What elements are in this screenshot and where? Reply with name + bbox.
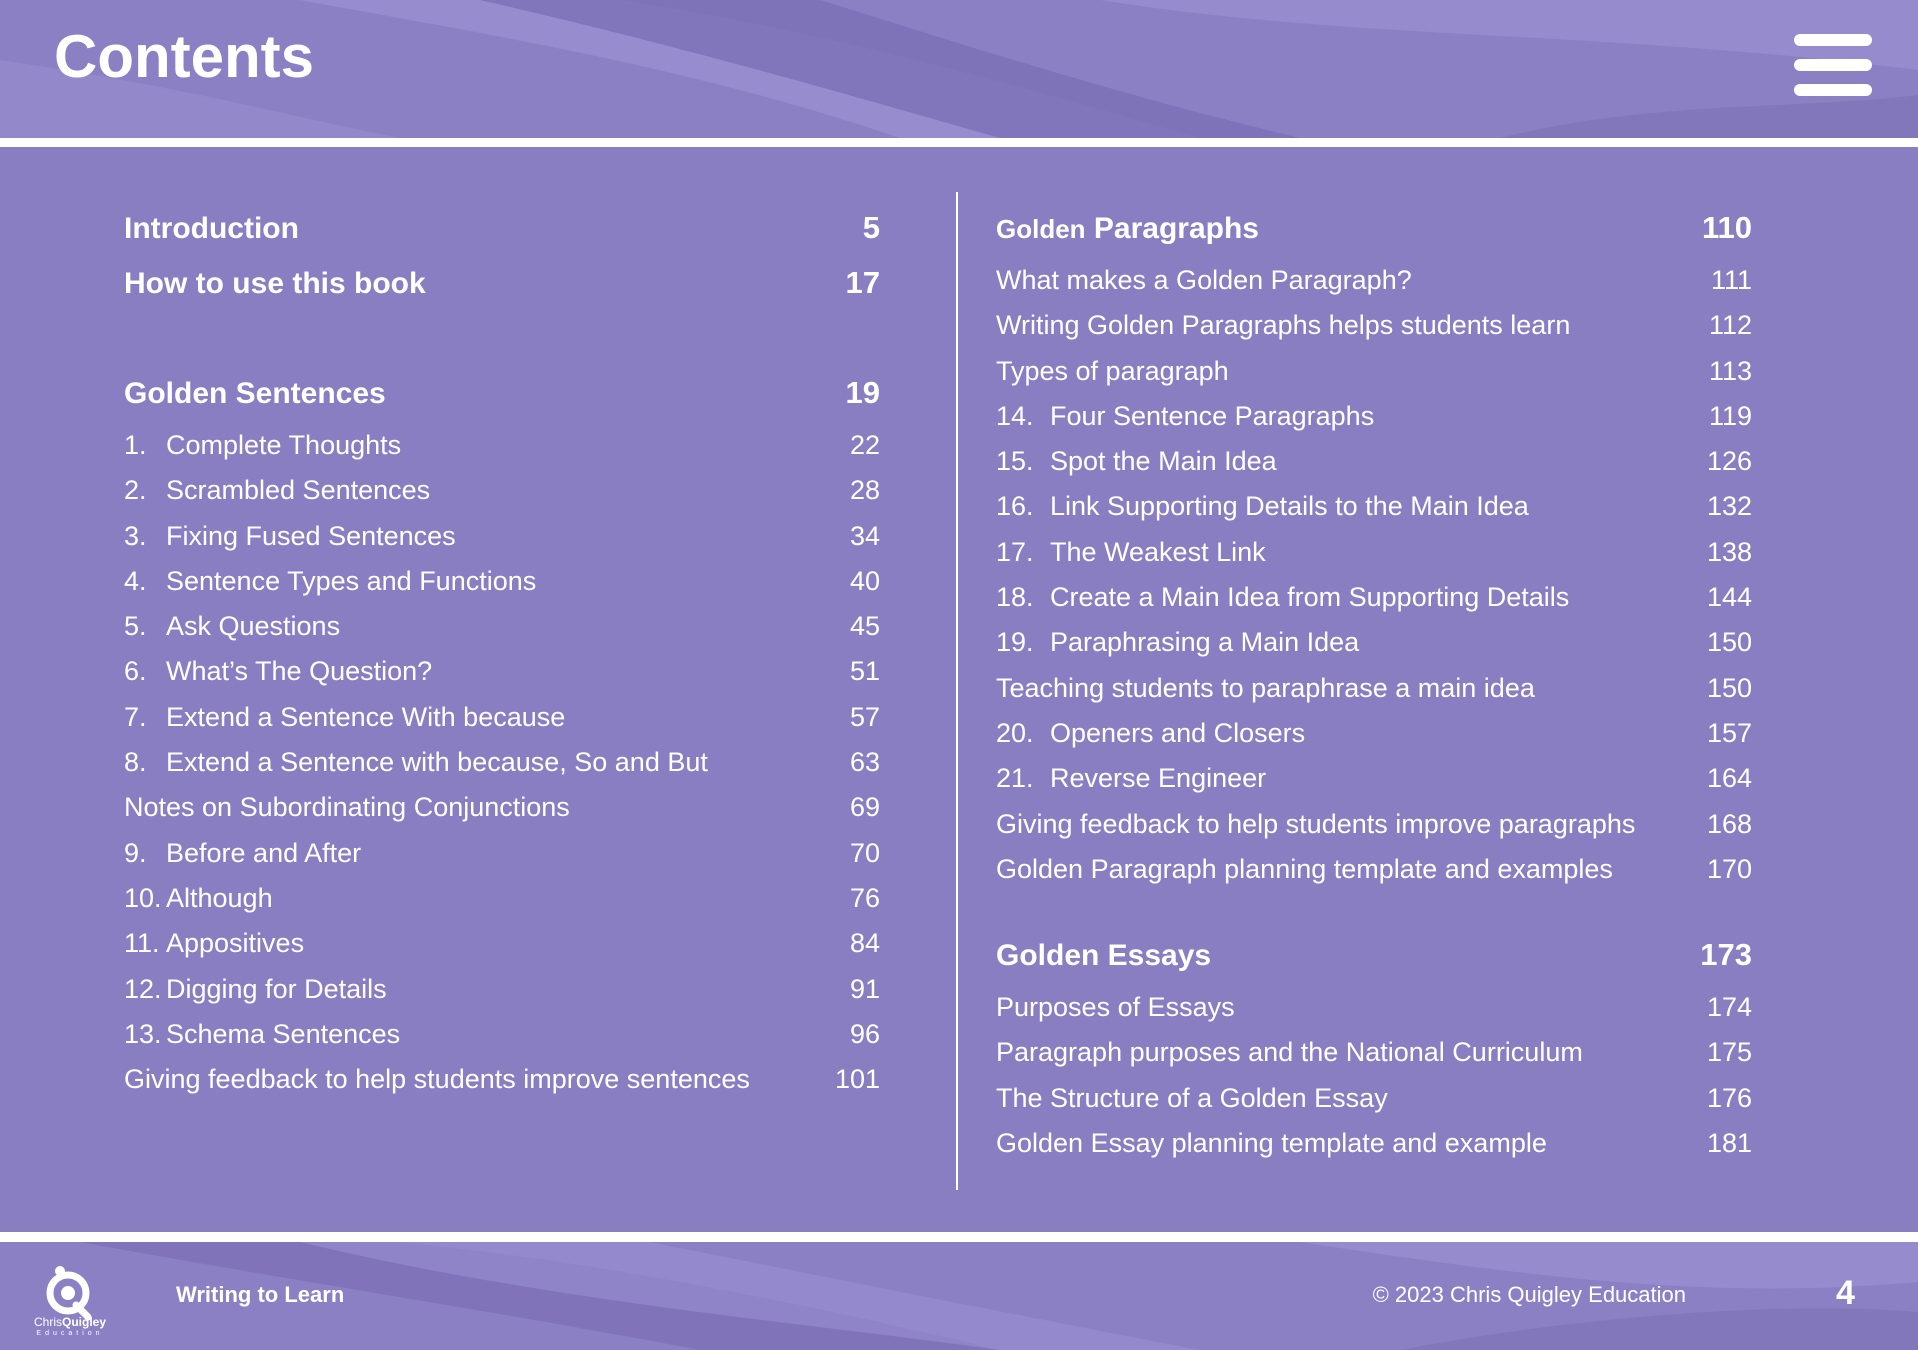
toc-entry-label: What’s The Question? <box>166 656 433 687</box>
toc-entry[interactable] <box>124 974 880 1019</box>
toc-entry-page: 5 <box>862 210 880 245</box>
toc-entry-label: Spot the Main Idea <box>1050 446 1277 477</box>
book-title: Writing to Learn <box>176 1282 345 1307</box>
toc-entry-page: 126 <box>1706 446 1752 477</box>
toc-entry-page: 170 <box>1706 853 1752 884</box>
toc-entry-page: 69 <box>849 792 880 823</box>
toc-entry-page: 174 <box>1706 992 1752 1023</box>
toc-entry-page: 150 <box>1706 672 1752 703</box>
toc-entry[interactable] <box>124 475 880 520</box>
toc-entry[interactable] <box>124 656 880 701</box>
toc-entry-introduction[interactable] <box>124 210 880 265</box>
spacer <box>996 899 1752 937</box>
toc-entry-label: Giving feedback to help students improve sentences <box>124 1064 750 1095</box>
toc-entry[interactable] <box>996 627 1752 672</box>
toc-entry-label: Schema Sentences <box>166 1018 401 1049</box>
logo-word-quigley: Quigley <box>62 1315 107 1329</box>
toc-entry[interactable] <box>996 673 1752 718</box>
toc-entry-label: Paraphrasing a Main Idea <box>1050 627 1360 658</box>
toc-entry-page: 150 <box>1706 627 1752 658</box>
toc-entry-label: Four Sentence Paragraphs <box>1050 400 1375 431</box>
toc-entry[interactable] <box>996 310 1752 355</box>
toc-entry-label: Extend a Sentence with because, So and But <box>166 747 708 778</box>
footer-banner <box>0 1242 1918 1350</box>
toc-entry-label: Reverse Engineer <box>1050 763 1267 794</box>
toc-entry-number: 3. <box>124 520 147 551</box>
toc-entry-number: 15. <box>996 446 1034 477</box>
toc-entry-number: 10. <box>124 882 162 913</box>
toc-entry-label: Ask Questions <box>166 611 341 642</box>
toc-entry[interactable] <box>996 1128 1752 1173</box>
toc-entry-label: Link Supporting Details to the Main Idea <box>1050 491 1529 522</box>
toc-section-golden-paragraphs[interactable] <box>996 210 1752 265</box>
toc-entry-number: 4. <box>124 565 147 596</box>
toc-entry-number: 21. <box>996 763 1034 794</box>
toc-entry-page: 76 <box>849 882 880 913</box>
toc-entry-number: 20. <box>996 717 1034 748</box>
toc-entry-page: 57 <box>849 701 880 732</box>
toc-entry[interactable] <box>996 446 1752 491</box>
toc-entry-label: Purposes of Essays <box>996 992 1235 1023</box>
toc-entry[interactable] <box>996 854 1752 899</box>
toc-entry-page: 34 <box>849 520 880 551</box>
header-banner <box>0 0 1918 138</box>
toc-entry-page: 168 <box>1706 808 1752 839</box>
toc-entry-label: Notes on Subordinating Conjunctions <box>124 792 570 823</box>
toc-entry-page: 96 <box>849 1018 880 1049</box>
toc-entry-number: 9. <box>124 837 147 868</box>
toc-entry-number: 7. <box>124 701 147 732</box>
toc-entry-page: 101 <box>834 1064 880 1095</box>
toc-entry[interactable] <box>996 1083 1752 1128</box>
toc-entry-number: 16. <box>996 491 1034 522</box>
toc-entry-label: Golden Essay planning template and example <box>996 1128 1547 1159</box>
toc-entry[interactable] <box>124 883 880 928</box>
menu-bar <box>1794 59 1872 71</box>
toc-entry-label: Golden Paragraph planning template and examples <box>996 853 1613 884</box>
toc-entry[interactable] <box>996 401 1752 446</box>
toc-entry-label: Types of paragraph <box>996 355 1229 386</box>
toc-entry-label: Before and After <box>166 837 362 868</box>
page-title: Contents <box>54 23 314 90</box>
toc-entry-label: How to use this book <box>124 267 426 300</box>
toc-entry[interactable] <box>996 356 1752 401</box>
toc-section-label: Golden Essays <box>996 939 1212 973</box>
toc-entry-page: 157 <box>1706 717 1752 748</box>
toc-entry-label: Create a Main Idea from Supporting Details <box>1050 582 1570 613</box>
toc-left-column <box>124 210 880 1109</box>
toc-entry-label: Paragraph purposes and the National Curriculum <box>996 1037 1583 1068</box>
toc-section-label-prefix: Golden <box>996 214 1086 244</box>
toc-entry-label: Writing Golden Paragraphs helps students learn <box>996 310 1571 341</box>
toc-entry[interactable] <box>996 718 1752 763</box>
toc-section-golden-sentences[interactable] <box>124 375 880 430</box>
toc-entry-number: 2. <box>124 475 147 506</box>
toc-section-page: 19 <box>845 375 880 410</box>
toc-entry-page: 119 <box>1708 400 1752 431</box>
toc-entry-page: 175 <box>1706 1037 1752 1068</box>
toc-entry-page: 132 <box>1706 491 1752 522</box>
toc-entry-page: 45 <box>849 611 880 642</box>
toc-entry[interactable] <box>124 838 880 883</box>
toc-right-column <box>996 210 1752 1173</box>
toc-entry-label: Fixing Fused Sentences <box>166 520 456 551</box>
toc-entry-page: 51 <box>849 656 880 687</box>
toc-entry[interactable] <box>996 1037 1752 1082</box>
page-number: 4 <box>1836 1274 1855 1312</box>
toc-entry-label: What makes a Golden Paragraph? <box>996 265 1412 295</box>
toc-entry-label: Introduction <box>124 212 299 245</box>
toc-entry-number: 13. <box>124 1018 162 1049</box>
toc-entry[interactable] <box>124 1019 880 1064</box>
toc-entry-label: Digging for Details <box>166 973 387 1004</box>
hamburger-menu-icon[interactable] <box>1794 34 1872 96</box>
toc-entry-number: 8. <box>124 747 147 778</box>
toc-entry-page: 70 <box>849 837 880 868</box>
toc-entry-label: Teaching students to paraphrase a main idea <box>996 672 1535 703</box>
toc-entry-number: 17. <box>996 536 1034 567</box>
toc-entry-page: 28 <box>849 475 880 506</box>
toc-entry[interactable] <box>996 537 1752 582</box>
toc-entry-page: 91 <box>849 973 880 1004</box>
toc-entry-label: Scrambled Sentences <box>166 475 431 506</box>
toc-entry[interactable] <box>996 992 1752 1037</box>
column-divider <box>956 192 958 1190</box>
toc-entry-page: 144 <box>1706 582 1752 613</box>
toc-section-label: Paragraphs <box>1093 212 1259 245</box>
toc-entry-number: 1. <box>124 430 147 460</box>
toc-entry-label: Appositives <box>166 928 305 959</box>
toc-entry-number: 5. <box>124 611 147 642</box>
spacer <box>124 320 880 375</box>
toc-entry[interactable] <box>996 809 1752 854</box>
toc-section-label: Golden Sentences <box>124 377 386 410</box>
toc-entry-number: 12. <box>124 973 162 1004</box>
copyright-notice: © 2023 Chris Quigley Education <box>1372 1282 1686 1307</box>
toc-entry[interactable] <box>124 611 880 656</box>
toc-entry-page: 176 <box>1706 1082 1752 1113</box>
toc-entry-page: 111 <box>1710 265 1752 295</box>
toc-entry-page: 22 <box>849 430 880 460</box>
toc-entry[interactable] <box>124 747 880 792</box>
toc-entry[interactable] <box>124 430 880 475</box>
toc-entry[interactable] <box>124 1064 880 1109</box>
toc-entry-number: 6. <box>124 656 147 687</box>
toc-entry[interactable] <box>124 702 880 747</box>
toc-entry[interactable] <box>996 582 1752 627</box>
logo-subtitle: Education <box>36 1330 104 1337</box>
logo-wordmark <box>22 1315 118 1329</box>
toc-entry[interactable] <box>124 566 880 611</box>
toc-entry-page: 138 <box>1706 536 1752 567</box>
toc-entry-number: 18. <box>996 582 1034 613</box>
toc-entry-label: Giving feedback to help students improve paragraphs <box>996 808 1636 839</box>
toc-entry[interactable] <box>124 928 880 973</box>
toc-entry-label: Although <box>166 882 273 913</box>
toc-entry-page: 181 <box>1706 1128 1752 1159</box>
toc-section-page: 110 <box>1701 210 1752 245</box>
toc-entry-label: The Weakest Link <box>1050 536 1266 567</box>
toc-entry-number: 11. <box>124 928 160 959</box>
footer-divider <box>0 1232 1918 1242</box>
toc-entry[interactable] <box>996 265 1752 310</box>
menu-bar <box>1794 84 1872 96</box>
toc-entry-page: 84 <box>849 928 880 959</box>
toc-entry-label: Complete Thoughts <box>166 430 402 460</box>
toc-entry-page: 63 <box>849 747 880 778</box>
toc-entry-label: Openers and Closers <box>1050 717 1306 748</box>
toc-section-golden-essays[interactable] <box>996 937 1752 992</box>
toc-entry[interactable] <box>124 792 880 837</box>
toc-entry-number: 19. <box>996 627 1034 658</box>
toc-entry[interactable] <box>124 521 880 566</box>
toc-entry-page: 164 <box>1706 763 1752 794</box>
menu-bar <box>1794 34 1872 46</box>
toc-entry-label: Extend a Sentence With because <box>166 701 566 732</box>
header-divider <box>0 138 1918 147</box>
toc-section-page: 173 <box>1700 937 1752 973</box>
logo-word-chris: Chris <box>33 1315 62 1329</box>
toc-entry-page: 17 <box>845 265 880 300</box>
toc-entry-label: The Structure of a Golden Essay <box>996 1082 1388 1113</box>
toc-entry-page: 112 <box>1708 310 1752 341</box>
toc-entry-number: 14. <box>996 400 1034 431</box>
toc-entry[interactable] <box>996 763 1752 808</box>
toc-entry-page: 40 <box>849 565 880 596</box>
toc-entry-how-to-use[interactable] <box>124 265 880 320</box>
toc-entry-label: Sentence Types and Functions <box>166 565 537 596</box>
toc-entry-page: 113 <box>1708 355 1752 386</box>
toc-entry[interactable] <box>996 491 1752 536</box>
